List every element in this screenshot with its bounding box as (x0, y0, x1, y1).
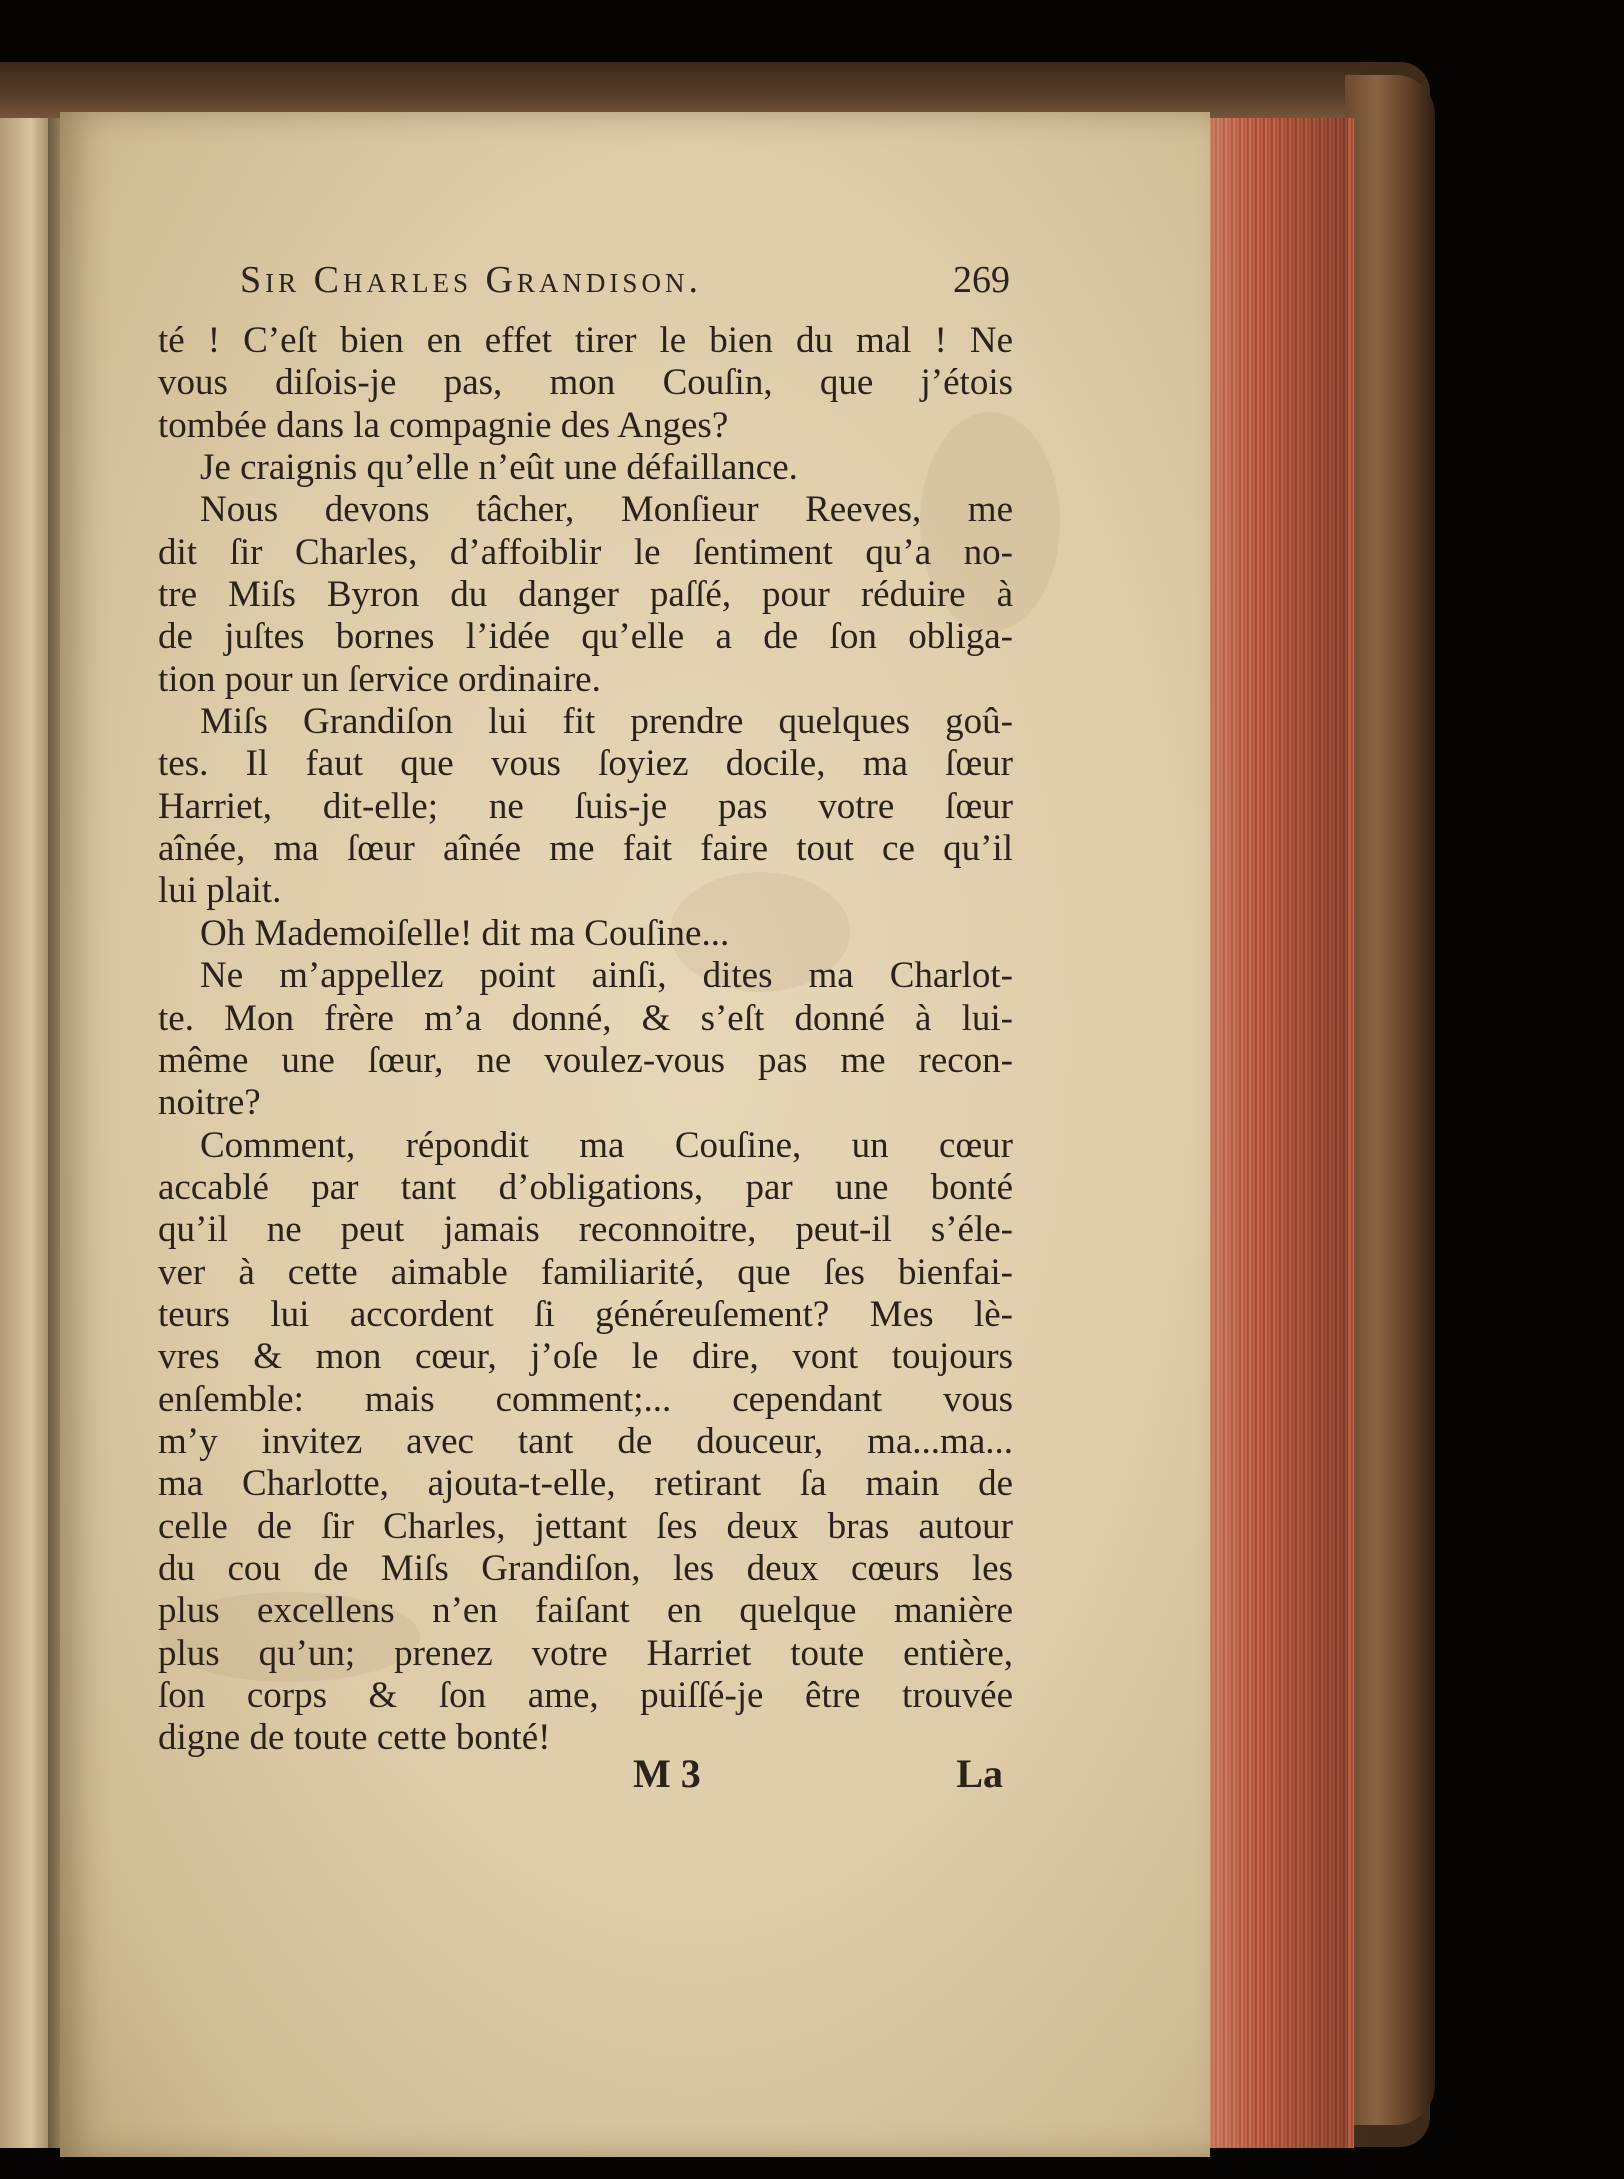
text-line: tion pour un ſervice ordinaire. (158, 658, 601, 700)
text-line: Nous devons tâcher, Monſieur Reeves, me (200, 489, 1013, 531)
text-line: té ! C’eſt bien en effet tirer le bien du mal ! Ne (158, 320, 1013, 361)
text-line: Comment, répondit ma Couſine, un cœur (200, 1124, 1013, 1166)
page-header (240, 258, 1010, 308)
text-line: vres & mon cœur, j’oſe le dire, vont toujours (158, 1336, 1013, 1378)
text-line: accablé par tant d’obligations, par une bonté (158, 1166, 1013, 1208)
text-line: enſemble: mais comment;... cependant vous (158, 1378, 1013, 1420)
page-footer (158, 1750, 1013, 1800)
text-line: même une ſœur, ne voulez-vous pas me recon- (158, 1039, 1013, 1081)
text-line: tes. Il faut que vous ſoyiez docile, ma ſœur (158, 743, 1013, 785)
body-text (158, 320, 1013, 1760)
text-line: plus excellens n’en faiſant en quelque manière (158, 1590, 1013, 1632)
text-line: Je craignis qu’elle n’eût une défaillance. (200, 447, 798, 489)
text-line: Oh Mademoiſelle! dit ma Couſine... (200, 912, 730, 954)
text-line: Miſs Grandiſon lui fit prendre quelques goû- (200, 701, 1013, 743)
page-edges-shading (1198, 118, 1348, 2148)
text-line: lui plait. (158, 870, 282, 912)
text-line: celle de ſir Charles, jettant ſes deux bras autour (158, 1505, 1013, 1547)
text-line: noitre? (158, 1082, 261, 1124)
text-line: ſon corps & ſon ame, puiſſé-je être trouvée (158, 1675, 1013, 1716)
cover-fore-edge (1345, 75, 1435, 2125)
text-line: tombée dans la compagnie des Anges? (158, 404, 729, 446)
text-line: du cou de Miſs Grandiſon, les deux cœurs les (158, 1547, 1013, 1589)
text-line: Harriet, dit-elle; ne ſuis-je pas votre ſœur (158, 785, 1013, 827)
page-number: 269 (953, 259, 1010, 301)
text-line: tre Miſs Byron du danger paſſé, pour réduire à (158, 574, 1013, 616)
text-line: digne de toute cette bonté! (158, 1717, 551, 1759)
text-line: vous diſois-je pas, mon Couſin, que j’étois (158, 362, 1013, 404)
text-line: te. Mon frère m’a donné, & s’eſt donné à lui- (158, 997, 1013, 1039)
text-line: dit ſir Charles, d’affoiblir le ſentiment qu’a no- (158, 531, 1013, 573)
text-line: ma Charlotte, ajouta-t-elle, retirant ſa main de (158, 1463, 1013, 1505)
text-line: ver à cette aimable familiarité, que ſes bienfai- (158, 1251, 1013, 1293)
running-title: Sir Charles Grandison. (240, 259, 702, 301)
text-line: de juſtes bornes l’idée qu’elle a de ſon obliga- (158, 616, 1013, 658)
text-line: teurs lui accordent ſi généreuſement? Mes lè- (158, 1293, 1013, 1335)
text-line: aînée, ma ſœur aînée me fait faire tout ce qu’il (158, 828, 1013, 870)
facing-page-edge (0, 118, 52, 2148)
text-line: m’y invitez avec tant de douceur, ma...ma... (158, 1420, 1013, 1462)
text-line: qu’il ne peut jamais reconnoitre, peut-il s’éle- (158, 1209, 1013, 1251)
text-line: Ne m’appellez point ainſi, dites ma Charlot- (200, 955, 1013, 997)
signature-mark: M 3 (633, 1751, 701, 1796)
text-line: plus qu’un; prenez votre Harriet toute entière, (158, 1632, 1013, 1674)
catchword: La (956, 1751, 1003, 1796)
